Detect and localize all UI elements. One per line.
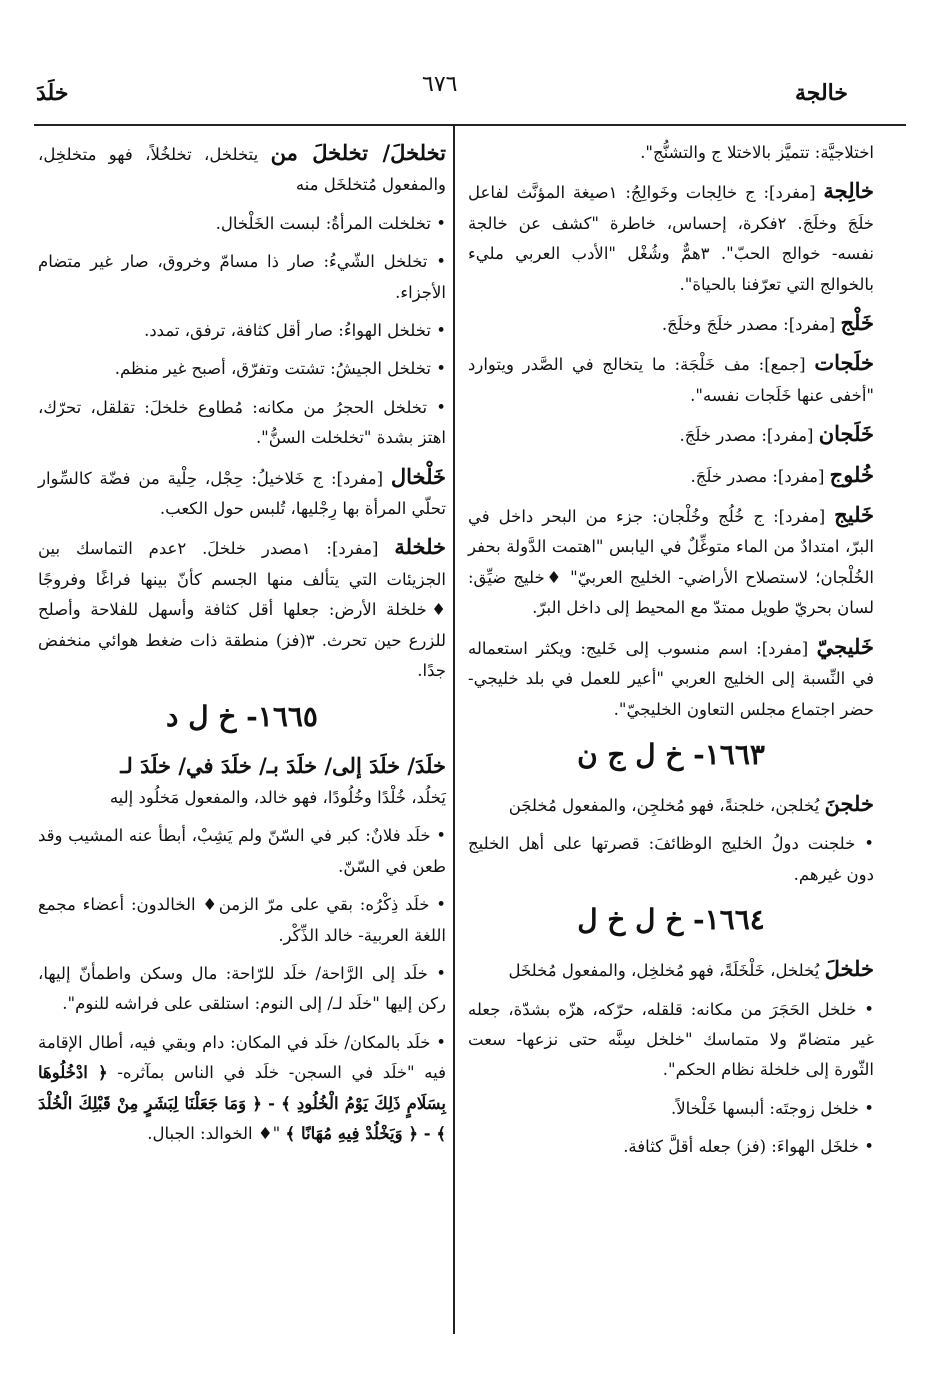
definition: ج خَلاخيلُ: حِجْل، حِلْية من فضّة كالسِّوار تحلّي المرأة بها رِجْليها، تُلبس حول الكعب. — [38, 468, 446, 519]
sense-text: خلَد بالمكان/ خلَد في المكان: دام وبقي فيه، أطال الإقامة فيه "خلَد في السجن- خلَد في الناس بمآثره- — [38, 1032, 447, 1083]
usage-sense: • تخلخل الحجرُ من مكانه: مُطاوع خلخلَ: تقلقل، تحرّك، اهتز بشدة "تخلخلت السنُّ". — [38, 393, 446, 454]
definition: يَخلُد، خُلْدًا وخُلُودًا، فهو خالد، والمفعول مَخلُود إليه — [109, 787, 446, 807]
sense-tail: "♦ الخوالد: الجبال. — [147, 1123, 281, 1143]
usage-sense: • خلَد ذِكْرُه: بقي على مرّ الزمن♦ الخالدون: أعضاء مجمع اللغة العربية- خالد الذِّكْر. — [38, 890, 446, 951]
definition: مصدر خلَجَ. — [690, 466, 768, 486]
headword: خلَجات — [814, 350, 875, 376]
grammar-tag: [مفرد]: — [772, 466, 825, 486]
dictionary-entry — [38, 462, 446, 525]
headword: خُلوج — [829, 461, 874, 487]
dictionary-entry — [468, 500, 874, 624]
usage-sense: • خلخل الحَجَرَ من مكانه: قلقله، حرّكه، هزّه بشدّة، جعله غير متضامّ ولا متماسك "خلخل سِنَّه حتى نزعها- سعت الثّورة إلى خلخلة نظام الحكم". — [468, 995, 874, 1086]
quran-quote: ﴿ ادْخُلُوهَا بِسَلَامٍ ذَلِكَ يَوْمُ الْخُلُودِ ﴾ - ﴿ وَمَا جَعَلْنَا لِبَشَرٍ مِنْ قَبْلِكَ الْخُلْدَ ﴾ - ﴿ وَيَخْلُدْ فِيهِ مُهَانًا ﴾ — [38, 1063, 446, 1143]
dictionary-entry — [468, 419, 874, 451]
definition: ١مصدر خلخلَ. ٢عدم التماسك بين الجزيئات التي يتألف منها الجسم كأنّ بينها فراغًا وفروجًا ♦خلخلة الأرض: جعلها أقل كثافة وأسهل للفلاحة وأصلح للزرع حين تحرث. ٣(فز) منطقة ذات ضغط هوائي منخفض جدًا. — [38, 539, 446, 681]
dictionary-entry — [468, 632, 874, 725]
definition: يتخلخل، تخلخُلاً، فهو متخلخِل، والمفعول مُتخلخَل منه — [38, 145, 446, 195]
root-heading: ١٦٦٥- خ ل د — [166, 699, 318, 733]
usage-sense: • تخلخلت المرأةُ: لبست الخَلْخال. — [38, 209, 446, 239]
usage-sense: • خلخل زوجتَه: ألبسها خَلْخالاً. — [468, 1094, 874, 1124]
headword: خلجنَ — [824, 790, 874, 816]
headword: خلخلَ — [824, 956, 874, 982]
usage-sense: • تخلخل الهواءُ: صار أقل كثافة، ترفق، تمدد. — [38, 316, 446, 346]
grammar-tag: [مفرد]: — [783, 315, 836, 335]
usage-sense: • خلجنت دولُ الخليج الوظائفَ: قصرتها على أهل الخليج دون غيرهم. — [468, 829, 874, 890]
grammar-tag: [مفرد]: — [763, 183, 816, 203]
usage-sense: • تخلخل الشّيءُ: صار ذا مسامّ وخروق، صار غير متضام الأجزاء. — [38, 247, 446, 308]
usage-sense: • خلخَل الهواءَ: (فز) جعله أقلَّ كثافة. — [468, 1132, 874, 1162]
grammar-tag: [جمع]: — [758, 355, 806, 375]
dictionary-entry — [468, 954, 874, 986]
grammar-tag: [مفرد]: — [773, 507, 826, 527]
definition: يُخلجن، خلجنةً، فهو مُخلجِن، والمفعول مُخلجَن — [508, 795, 820, 815]
headword: خَليجيّ — [816, 633, 874, 659]
headword: خالِجة — [823, 178, 874, 204]
column-divider — [453, 124, 455, 1334]
definition: ج خالِجات وخَوالِجُ: ١صيغة المؤنَّث لفاعل خلَجَ وخلَجَ. ٢فكرة، إحساس، خاطرة "كشف عن خالجة نفسه- خوالج الحبّ". ٣همٌّ وشُغْل "الأدب العربي مليء بالخوالج التي تعرّفنا بالحياة". — [468, 183, 874, 294]
root-heading: ١٦٦٣- خ ل ج ن — [577, 737, 765, 771]
grammar-tag: [مفرد]: — [326, 539, 379, 559]
dictionary-entry — [468, 348, 874, 411]
dictionary-entry — [38, 751, 446, 814]
definition: يُخلخل، خَلْخَلَةً، فهو مُخلخِل، والمفعول مُخلخَل — [508, 961, 820, 981]
headword: خَلْج — [840, 310, 874, 336]
right-column — [468, 138, 874, 1171]
grammar-tag: [مفرد]: — [330, 468, 384, 488]
headword: تخلخلَ/ تخلخلَ من — [270, 140, 446, 165]
dictionary-entry — [468, 789, 874, 821]
usage-sense — [38, 1028, 446, 1150]
dictionary-entry — [38, 138, 446, 201]
dictionary-entry — [468, 308, 874, 340]
headword: خَليج — [834, 502, 874, 528]
definition: ج خُلُج وخُلْجان: جزء من البحر داخل في البرّ، امتدادٌ من الماء متوغِّلٌ في اليابس "اهتمت الدَّولة بحفر الخُلْجان؛ لاستصلاح الأراضي- الخليج العربيّ" ♦خليج ضيِّق: لسان بحريّ طويل ممتدّ مع المحيط إلى داخل البرّ. — [468, 507, 874, 618]
continuation-text: اختلاجيَّة: تتميَّز بالاختلا ج والتشنُّج". — [640, 143, 874, 162]
dictionary-entry — [468, 460, 874, 492]
usage-sense: • خلَد فلانٌ: كبر في السّنّ ولم يَشِبْ، أبطأ عنه المشيب وقد طعن في السّنّ. — [38, 821, 446, 882]
headword: خلخلة — [394, 534, 447, 560]
left-column — [38, 138, 446, 1157]
grammar-tag: [مفرد]: — [761, 426, 814, 446]
definition: مصدر خلَجَ وخلَجَ. — [661, 315, 778, 335]
grammar-tag: [مفرد]: — [756, 638, 809, 658]
header-guide-word-right: خالجة — [794, 80, 848, 106]
header-guide-word-left: خلَدَ — [36, 80, 69, 106]
definition: مف خَلْجَة: ما يتخالج في الصَّدر ويتوارد "أخفى عنها خَلَجات نفسه". — [468, 355, 874, 405]
headword: خلَدَ/ خلَدَ إلى/ خلَدَ بـ/ خلَدَ في/ خلَدَ لـ — [120, 752, 446, 778]
definition: مصدر خلَجَ. — [679, 426, 757, 446]
page-number: ٦٧٦ — [422, 72, 458, 97]
header-rule — [34, 124, 906, 126]
dictionary-entry — [38, 532, 446, 686]
headword: خَلْخال — [390, 463, 447, 489]
definition: اسم منسوب إلى خَليج: ويكثر استعماله في النِّسبة إلى الخليج العربي "أعير للعمل في بلد خليجي- حضر اجتماع مجلس التعاون الخليجيّ". — [468, 638, 874, 719]
usage-sense: • تخلخل الجيشُ: تشتت وتفرّق، أصبح غير منظم. — [38, 354, 446, 384]
dictionary-entry — [468, 176, 874, 300]
headword: خَلَجان — [818, 421, 874, 447]
root-heading: ١٦٦٤- خ ل خ ل — [577, 903, 765, 937]
usage-sense: • خلَد إلى الرَّاحة/ خلَد للرّاحة: مال وسكن واطمأنّ إليها، ركن إليها "خلَد لـ/ إلى النوم: استلقى على فراشه للنوم". — [38, 959, 446, 1020]
